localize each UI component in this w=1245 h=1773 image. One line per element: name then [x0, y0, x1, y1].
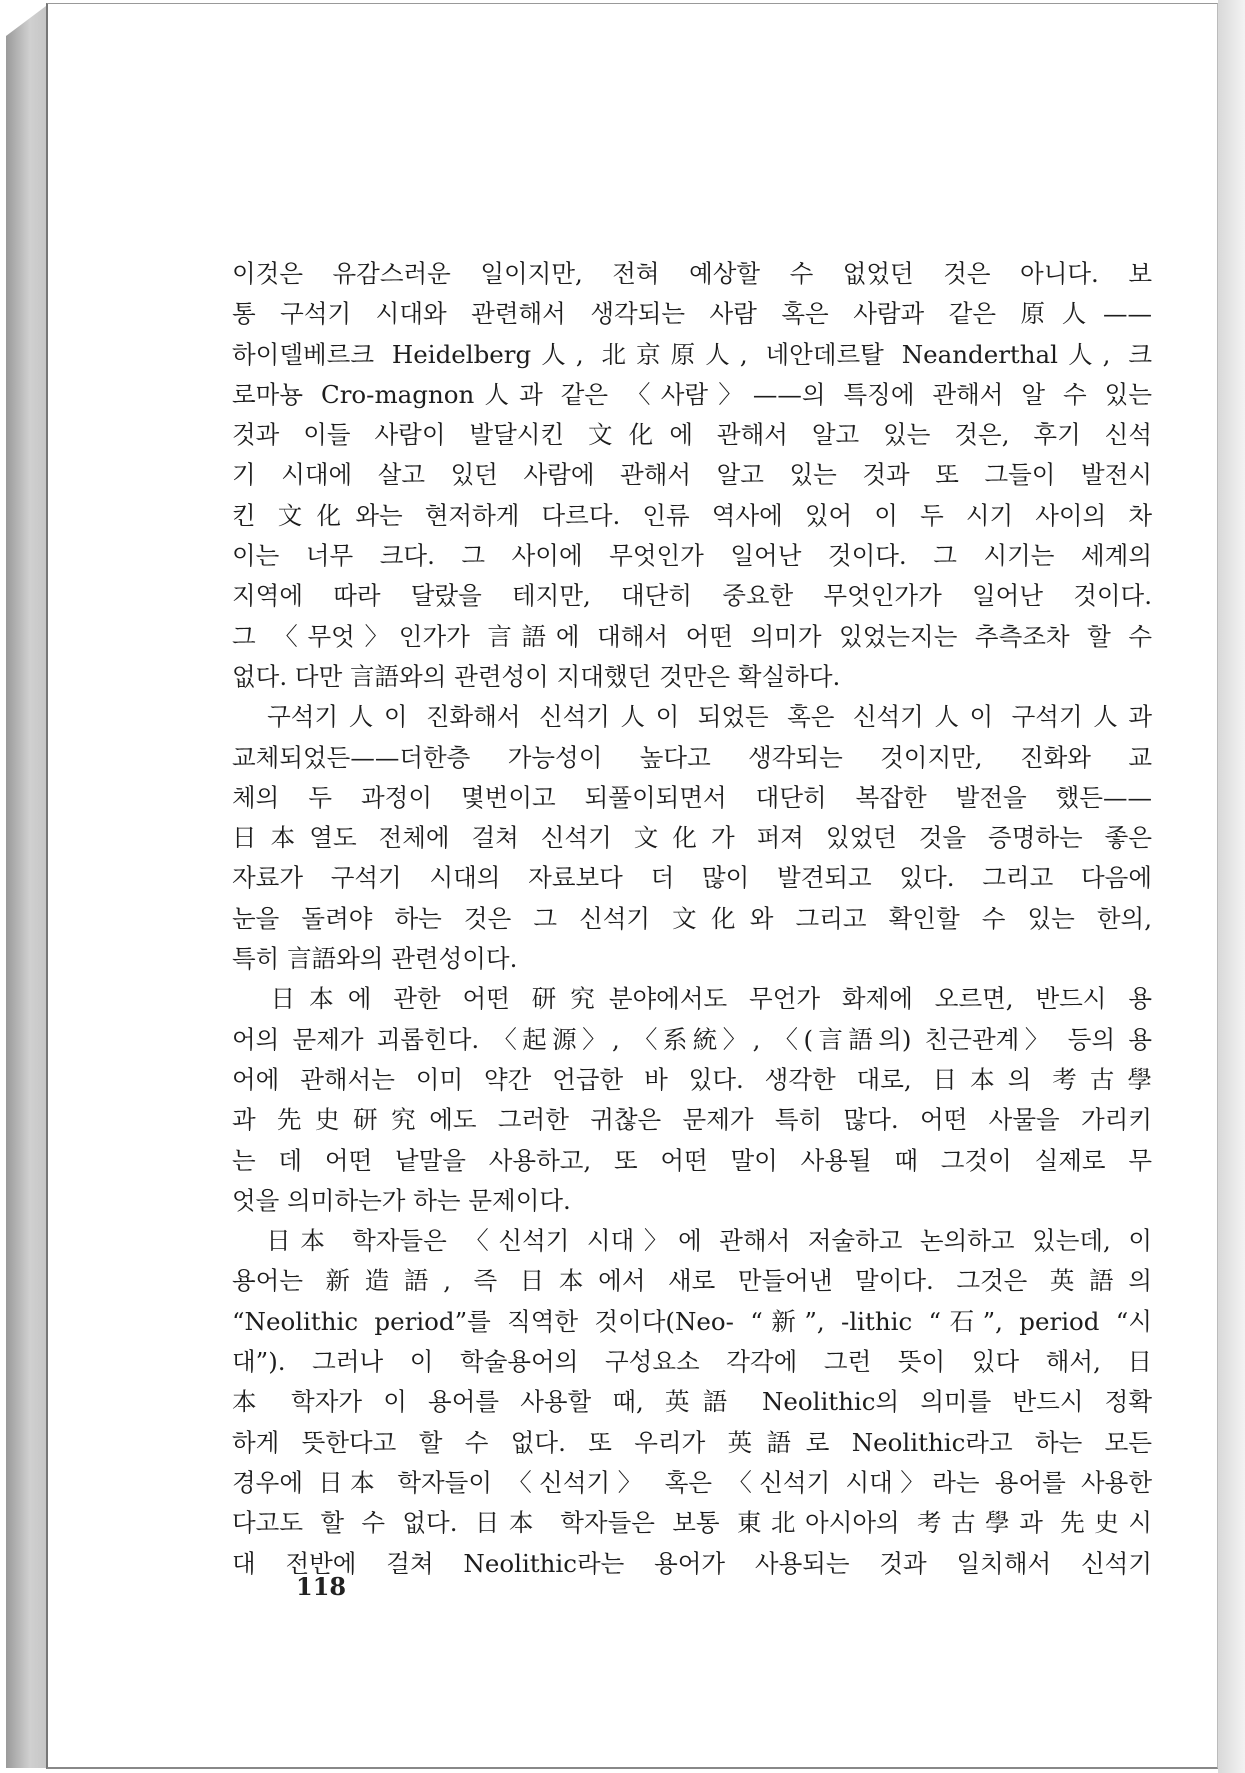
- text-line: 기 시대에 살고 있던 사람에 관해서 알고 있는 것과 또 그들이 발전시: [232, 460, 1152, 490]
- text-line: 구석기人이 진화해서 신석기人이 되었든 혹은 신석기人이 구석기人과: [232, 702, 1152, 732]
- page-shadow: [1218, 0, 1245, 1773]
- text-line: 눈을 돌려야 하는 것은 그 신석기 文化와 그리고 확인할 수 있는 한의,: [232, 903, 1152, 933]
- text-line: 어의 문제가 괴롭힌다. 〈起源〉, 〈系統〉, 〈(言語의) 친근관계〉 등의 용: [232, 1024, 1152, 1054]
- text-line: 다고도 할 수 없다. 日本 학자들은 보통 東北아시아의 考古學과 先史시: [232, 1508, 1152, 1538]
- text-line: 지역에 따라 달랐을 테지만, 대단히 중요한 무엇인가가 일어난 것이다.: [232, 581, 1152, 611]
- text-line: 어에 관해서는 이미 약간 언급한 바 있다. 생각한 대로, 日本의 考古學: [232, 1064, 1152, 1094]
- text-line: 통 구석기 시대와 관련해서 생각되는 사람 혹은 사람과 같은 原人——: [232, 299, 1152, 329]
- text-line: 日本에 관한 어떤 研究분야에서도 무언가 화제에 오르면, 반드시 용: [232, 984, 1152, 1014]
- text-line: 本 학자가 이 용어를 사용할 때, 英語 Neolithic의 의미를 반드시 정확: [232, 1387, 1152, 1417]
- text-line: 특히 言語와의 관련성이다.: [232, 944, 518, 974]
- text-line: 체의 두 과정이 몇번이고 되풀이되면서 대단히 복잡한 발전을 했든——: [232, 782, 1152, 812]
- text-line: 용어는 新造語, 즉 日本에서 새로 만들어낸 말이다. 그것은 英語의: [232, 1266, 1152, 1296]
- text-line: 日本 학자들은 〈신석기 시대〉에 관해서 저술하고 논의하고 있는데, 이: [232, 1226, 1152, 1256]
- text-line: 日本열도 전체에 걸쳐 신석기 文化가 퍼져 있었던 것을 증명하는 좋은: [232, 823, 1152, 853]
- text-line: 로마뇽 Cro-magnon人과 같은 〈사람〉——의 특징에 관해서 알 수 있는: [232, 379, 1152, 409]
- text-line: 교체되었든——더한층 가능성이 높다고 생각되는 것이지만, 진화와 교: [232, 742, 1152, 772]
- text-line: 이것은 유감스러운 일이지만, 전혀 예상할 수 없었던 것은 아니다. 보: [232, 259, 1152, 288]
- text-line: 는 데 어떤 낱말을 사용하고, 또 어떤 말이 사용될 때 그것이 실제로 무: [232, 1145, 1152, 1175]
- text-line: 경우에 日本 학자들이 〈신석기〉 혹은 〈신석기 시대〉라는 용어를 사용한: [232, 1467, 1152, 1497]
- text-line: 대”). 그러나 이 학술용어의 구성요소 각각에 그런 뜻이 있다 해서, 日: [232, 1347, 1152, 1377]
- text-line: 하게 뜻한다고 할 수 없다. 또 우리가 英語로 Neolithic라고 하는 모든: [232, 1427, 1152, 1457]
- text-line: 그 〈무엇〉인가가 言語에 대해서 어떤 의미가 있었는지는 추측조차 할 수: [232, 621, 1152, 651]
- text-line: “Neolithic period”를 직역한 것이다(Neo- “新”, -lithic “石”, period “시: [232, 1306, 1152, 1336]
- text-line: 과 先史研究에도 그러한 귀찮은 문제가 특히 많다. 어떤 사물을 가리키: [232, 1105, 1152, 1135]
- text-line: 엇을 의미하는가 하는 문제이다.: [232, 1185, 571, 1215]
- text-line: 이는 너무 크다. 그 사이에 무엇인가 일어난 것이다. 그 시기는 세계의: [232, 541, 1152, 571]
- text-line: 대 전반에 걸쳐 Neolithic라는 용어가 사용되는 것과 일치해서 신석기: [232, 1548, 1152, 1578]
- text-line: 것과 이들 사람이 발달시킨 文化에 관해서 알고 있는 것은, 후기 신석: [232, 420, 1152, 450]
- text-line: 킨 文化와는 현저하게 다르다. 인류 역사에 있어 이 두 시기 사이의 차: [232, 500, 1152, 530]
- text-line: 자료가 구석기 시대의 자료보다 더 많이 발견되고 있다. 그리고 다음에: [232, 863, 1152, 893]
- text-line: 없다. 다만 言語와의 관련성이 지대했던 것만은 확실하다.: [232, 661, 841, 691]
- text-line: 하이델베르크 Heidelberg人, 北京原人, 네안데르탈 Neanderthal人, 크: [232, 339, 1152, 369]
- page-stack-edge: [6, 6, 46, 1768]
- book-page: [46, 3, 1218, 1769]
- page-number: 118: [296, 1572, 347, 1601]
- body-text: [232, 254, 1152, 1584]
